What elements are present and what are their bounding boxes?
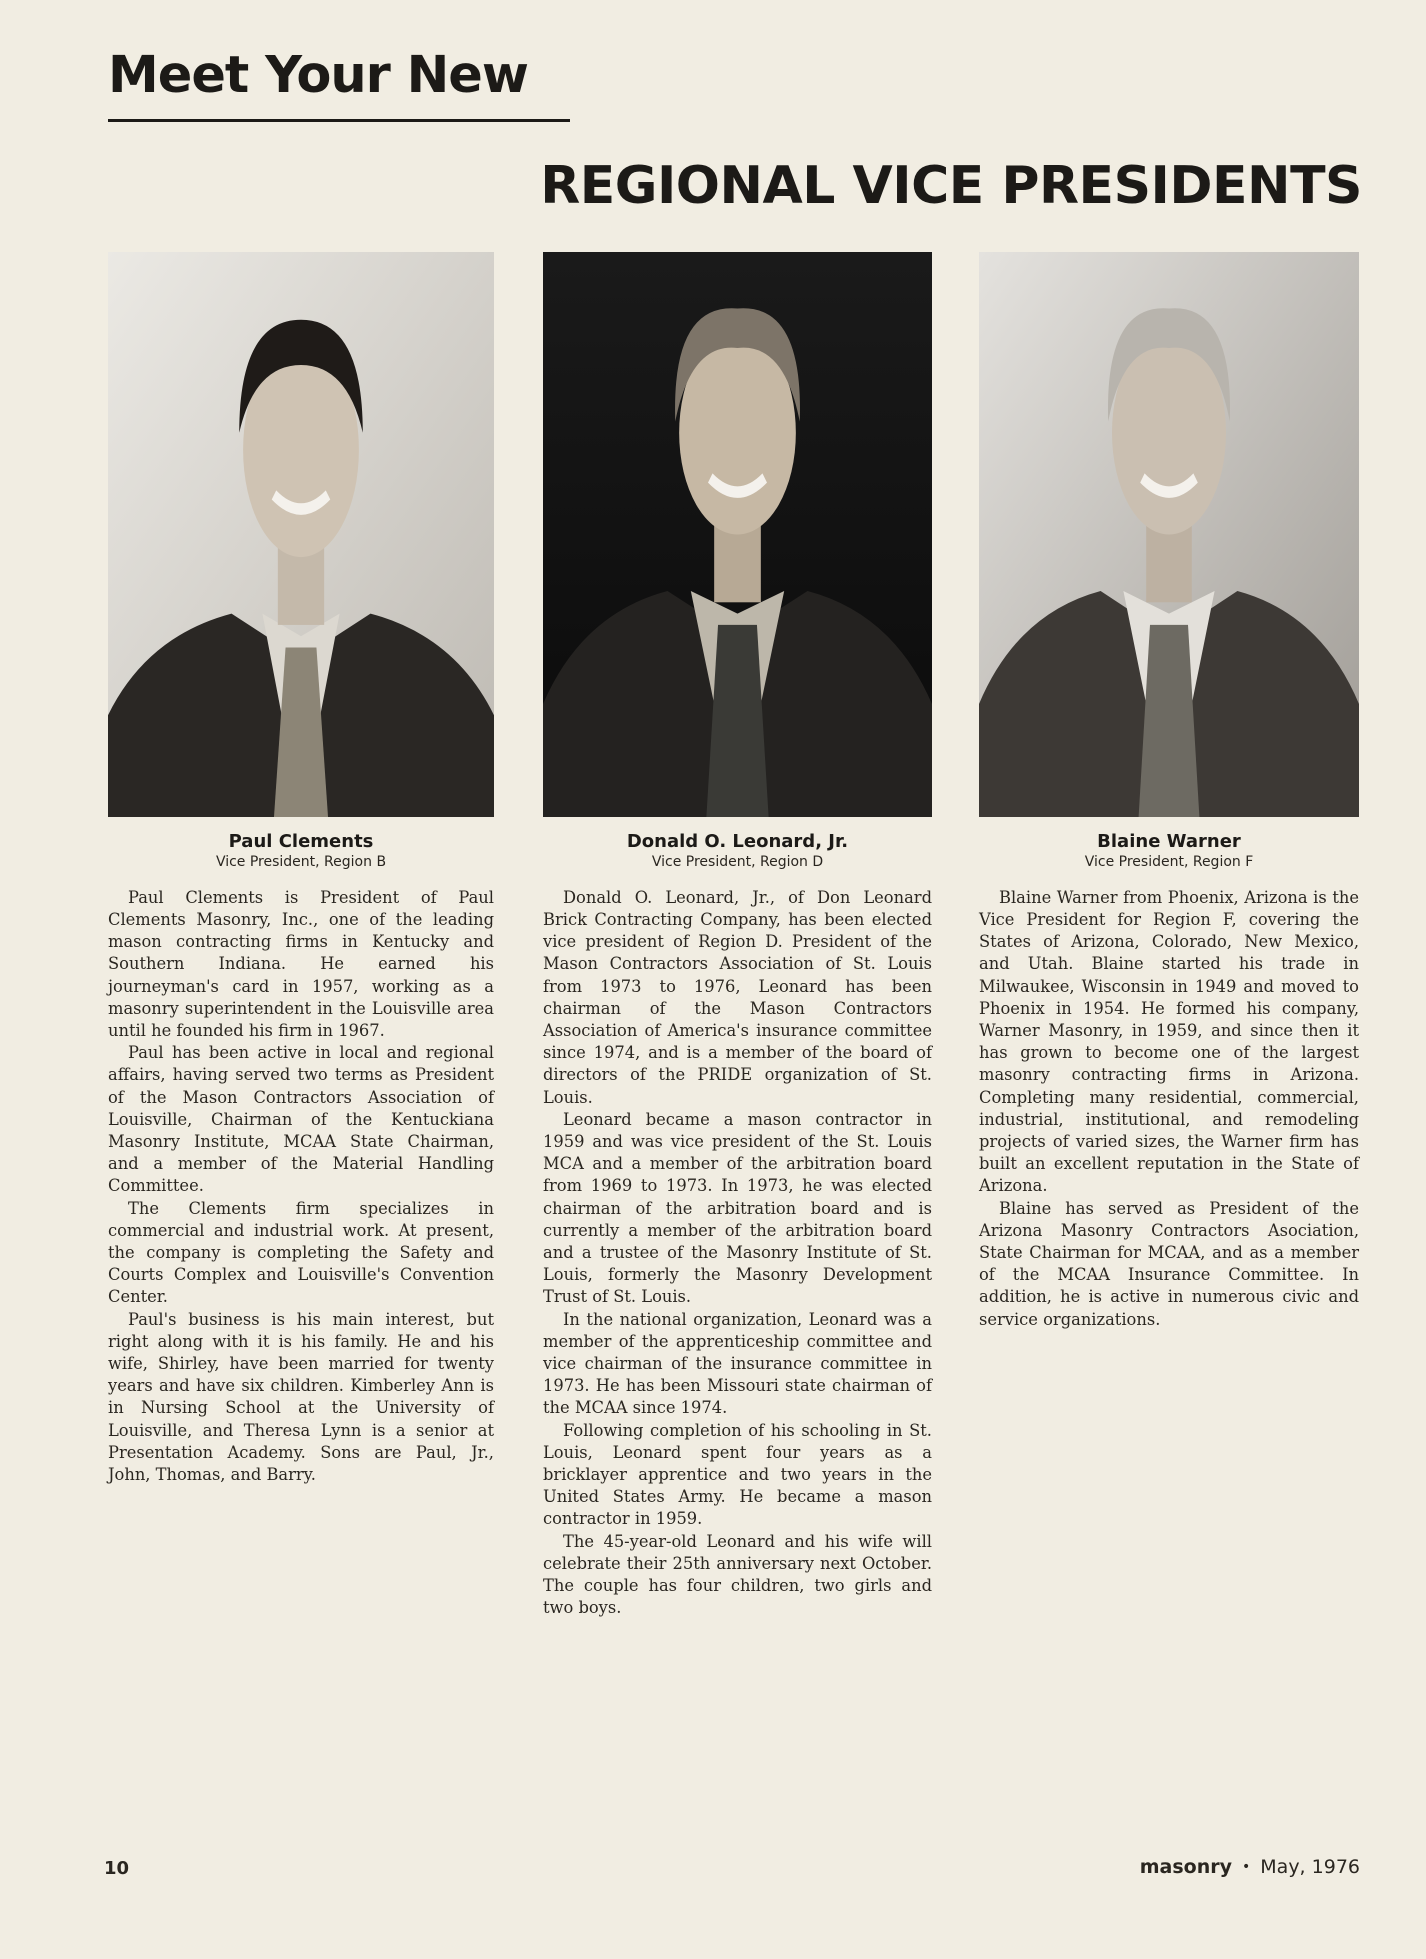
publication-name: masonry — [1139, 1856, 1233, 1878]
issue-date: May, 1976 — [1260, 1856, 1360, 1878]
paragraph: Paul has been active in local and regional affairs, having served two terms as President of the Mason Contractors Association of Louisville, Chairman of the Kentuckiana Masonry Institute, MCAA State Chairman, and a member of the Material Handling Committee. — [108, 1043, 494, 1196]
paragraph: Donald O. Leonard, Jr., of Don Leonard Brick Contracting Company, has been elected vice president of Region D. President of the Mason Contractors Association of St. Louis from 1973 to 1976, Leonard has been chairman of the Mason Contractors Association of America's insurance committee since 1974, and is a member of the board of directors of the PRIDE organization of St. Louis. — [543, 887, 932, 1107]
profile-body — [108, 887, 494, 1486]
profile-title: Vice President, Region B — [215, 853, 387, 870]
paragraph: Paul Clements is President of Paul Clements Masonry, Inc., one of the leading mason contracting firms in Kentucky and Southern Indiana. He earned his journeyman's card in 1957, working as a masonry superintendent in the Louisville area until he founded his firm in 1967. — [108, 887, 494, 1040]
photo-caption — [543, 831, 932, 871]
page-headline: REGIONAL VICE PRESIDENTS — [540, 156, 1362, 216]
paragraph: The Clements firm specializes in commercial and industrial work. At present, the company is completing the Safety and Courts Complex and Louisville's Convention Center. — [108, 1198, 494, 1307]
paragraph: Blaine has served as President of the Arizona Masonry Contractors Asociation, State Chairman for MCAA, and as a member of the MCAA Insurance Committee. In addition, he is active in numerous civic and service organizations. — [979, 1198, 1359, 1329]
photo-caption — [979, 831, 1359, 871]
page-number: 10 — [104, 1858, 130, 1879]
profile-name: Donald O. Leonard, Jr. — [626, 831, 849, 852]
profile-donald-leonard — [543, 252, 932, 1619]
profile-title: Vice President, Region F — [1084, 853, 1254, 870]
paragraph: The 45-year-old Leonard and his wife will celebrate their 25th anniversary next October. The couple has four children, two girls and two boys. — [543, 1531, 932, 1618]
portrait-photo — [543, 252, 932, 817]
page-footer — [1140, 1856, 1360, 1878]
profile-paul-clements — [108, 252, 494, 1486]
portrait-photo — [979, 252, 1359, 817]
profile-body — [543, 887, 932, 1620]
profile-name: Paul Clements — [228, 831, 374, 852]
photo-caption — [108, 831, 494, 871]
paragraph: Leonard became a mason contractor in 1959 and was vice president of the St. Louis MCA and a member of the arbitration board from 1969 to 1973. In 1973, he was elected chairman of the arbitration board and is currently a member of the arbitration board and a trustee of the Masonry Institute of St. Louis, formerly the Masonry Development Trust of St. Louis. — [543, 1109, 932, 1307]
profile-name: Blaine Warner — [1097, 831, 1241, 852]
paragraph: In the national organization, Leonard was a member of the apprenticeship committee and vice chairman of the insurance committee in 1973. He has been Missouri state chairman of the MCAA since 1974. — [543, 1309, 932, 1418]
bullet-separator: • — [1242, 1859, 1251, 1875]
profile-body — [979, 887, 1359, 1331]
profile-title: Vice President, Region D — [651, 853, 824, 870]
paragraph: Blaine Warner from Phoenix, Arizona is the Vice President for Region F, covering the States of Arizona, Colorado, New Mexico, and Utah. Blaine started his trade in Milwaukee, Wisconsin in 1949 and moved to Phoenix in 1954. He formed his company, Warner Masonry, in 1959, and since then it has grown to become one of the largest masonry contracting firms in Arizona. Completing many residential, commercial, industrial, institutional, and remodeling projects of varied sizes, the Warner firm has built an excellent reputation in the State of Arizona. — [979, 887, 1359, 1196]
kicker-heading: Meet Your New — [108, 46, 528, 105]
portrait-photo — [108, 252, 494, 817]
paragraph: Following completion of his schooling in St. Louis, Leonard spent four years as a bricklayer apprentice and two years in the United States Army. He became a mason contractor in 1959. — [543, 1420, 932, 1529]
paragraph: Paul's business is his main interest, but right along with it is his family. He and his wife, Shirley, have been married for twenty years and have six children. Kimberley Ann is in Nursing School at the University of Louisville, and Theresa Lynn is a senior at Presentation Academy. Sons are Paul, Jr., John, Thomas, and Barry. — [108, 1309, 494, 1485]
profile-blaine-warner — [979, 252, 1359, 1331]
kicker-underline — [108, 119, 570, 122]
